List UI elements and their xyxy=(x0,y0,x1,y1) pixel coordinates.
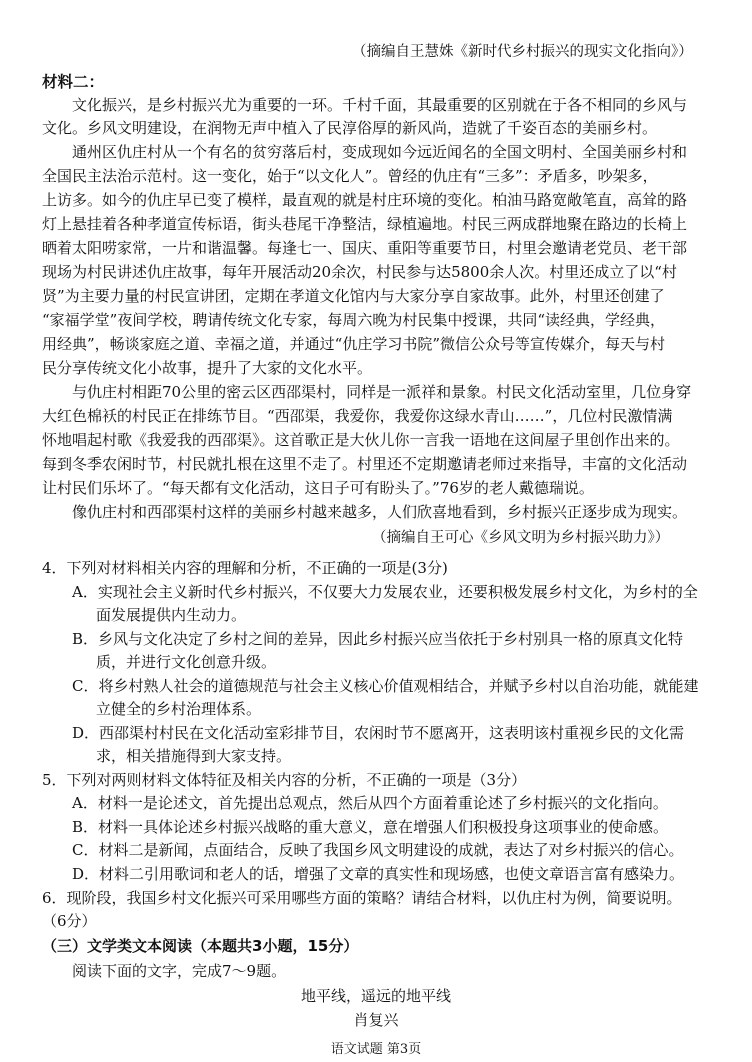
story-title: 地平线，遥远的地平线 xyxy=(300,987,451,1005)
question-4-option-a-cont: 面发展提供内生动力。 xyxy=(96,606,247,624)
paragraph-line: 全国民主法治示范村。这一变化，始于“以文化人”。曾经的仇庄有“三多”：矛盾多，吵架多， xyxy=(42,167,658,185)
paragraph-line: “家福学堂”夜间学校，聘请传统文化专家，每周六晚为村民集中授课，共同“读经典，学经典， xyxy=(42,311,666,329)
question-6-stem: 6．现阶段，我国乡村文化振兴可采用哪些方面的策略？请结合材料，以仇庄村为例，简要说明。 xyxy=(42,889,682,907)
question-4-stem: 4．下列对材料相关内容的理解和分析，不正确的一项是(3分) xyxy=(42,559,448,577)
paragraph-line: 用经典”，畅谈家庭之道、幸福之道，并通过“仇庄学习书院”微信公众号等宣传媒介，每天与村 xyxy=(42,335,666,353)
story-author: 肖复兴 xyxy=(353,1011,399,1029)
question-4-option-b: B．乡风与文化决定了乡村之间的差异，因此乡村振兴应当依托于乡村别具一格的原真文化特 xyxy=(72,630,684,648)
question-4-option-b-cont: 质，并进行文化创意升级。 xyxy=(96,653,277,671)
paragraph-line: 通州区仇庄村从一个有名的贫穷落后村，变成现如今远近闻名的全国文明村、全国美丽乡村和 xyxy=(72,143,688,161)
paragraph-line: 文化振兴，是乡村振兴尤为重要的一环。千村千面，其最重要的区别就在于各不相同的乡风与 xyxy=(72,96,688,114)
paragraph-line: 与仇庄村相距70公里的密云区西邵渠村，同样是一派祥和景象。村民文化活动室里，几位身穿 xyxy=(72,383,692,401)
paragraph-line: 现场为村民讲述仇庄故事，每年开展活动20余次，村民参与达5800余人次。村里还成立了以“村 xyxy=(42,263,677,281)
page-footer: 语文试题 第3页 xyxy=(330,1042,422,1057)
question-5-stem: 5．下列对两则材料文体特征及相关内容的分析，不正确的一项是（3分） xyxy=(42,771,527,789)
citation-material-1: （摘编自王慧姝《新时代乡村振兴的现实文化指向》） xyxy=(352,44,693,60)
paragraph-line: 上访多。如今的仇庄早已变了模样，最直观的就是村庄环境的变化。柏油马路宽敞笔直，高耸的路 xyxy=(42,191,688,209)
paragraph-line: 民分享传统文化小故事，提升了大家的文化水平。 xyxy=(42,359,373,377)
paragraph-line: 让村民们乐坏了。“每天都有文化活动，这日子可有盼头了。”76岁的老人戴德瑞说。 xyxy=(42,479,594,497)
paragraph-line: 文化。乡风文明建设，在润物无声中植入了民淳俗厚的新风尚，造就了千姿百态的美丽乡村。 xyxy=(42,119,658,137)
paragraph-line: 每到冬季农闲时节，村民就扎根在这里不走了。村里还不定期邀请老师过来指导，丰富的文化活动 xyxy=(42,455,688,473)
paragraph-line: 大红色棉袄的村民正在排练节目。“西邵渠，我爱你，我爱你这绿水青山……”，几位村民激情满 xyxy=(42,407,673,425)
question-4-option-c-cont: 立健全的乡村治理体系。 xyxy=(96,700,262,718)
question-5-option-d: D．材料二引用歌词和老人的话，增强了文章的真实性和现场感，也使文章语言富有感染力。 xyxy=(72,865,685,883)
paragraph-line: 怀地唱起村歌《我爱我的西邵渠》。这首歌正是大伙儿你一言我一语地在这间屋子里创作出来的。 xyxy=(42,431,680,449)
question-5-option-c: C．材料二是新闻，点面结合，反映了我国乡风文明建设的成就，表达了对乡村振兴的信心。 xyxy=(72,841,684,859)
question-4-option-a: A．实现社会主义新时代乡村振兴，不仅要大力发展农业，还要积极发展乡村文化，为乡村的全 xyxy=(72,583,698,601)
question-4-option-d: D．西邵渠村村民在文化活动室彩排节目，农闲时节不愿离开，这表明该村重视乡民的文化需 xyxy=(72,724,685,742)
instruction: 阅读下面的文字，完成7～9题。 xyxy=(72,962,287,980)
paragraph-line: 贤”为主要力量的村民宣讲团，定期在孝道文化馆内与大家分享自家故事。此外，村里还创建了 xyxy=(42,287,665,305)
question-4-option-c: C．将乡村熟人社会的道德规范与社会主义核心价值观相结合，并赋予乡村以自治功能，就能建 xyxy=(72,677,699,695)
material-2-heading: 材料二： xyxy=(42,73,105,91)
question-4-option-d-cont: 求，相关措施得到大家支持。 xyxy=(96,747,292,765)
paragraph-line: 像仇庄村和西邵渠村这样的美丽乡村越来越多，人们欣喜地看到，乡村振兴正逐步成为现实。 xyxy=(72,503,688,521)
paragraph-line: 灯上悬挂着各种孝道宣传标语，街头巷尾干净整洁，绿植遍地。村民三两成群地聚在路边的长椅上 xyxy=(42,215,688,233)
question-6-score: （6分） xyxy=(42,912,97,930)
citation-material-2: （摘编自王可心《乡风文明为乡村振兴助力》） xyxy=(372,530,670,546)
question-5-option-a: A．材料一是论述文，首先提出总观点，然后从四个方面着重论述了乡村振兴的文化指向。 xyxy=(72,794,668,812)
question-5-option-b: B．材料一具体论述乡村振兴战略的重大意义，意在增强人们积极投身这项事业的使命感。 xyxy=(72,818,669,836)
paragraph-line: 晒着太阳唠家常，一片和谐温馨。每逢七一、国庆、重阳等重要节日，村里会邀请老党员、老干部 xyxy=(42,239,688,257)
section-heading: （三）文学类文本阅读（本题共3小题，15分） xyxy=(42,937,359,955)
